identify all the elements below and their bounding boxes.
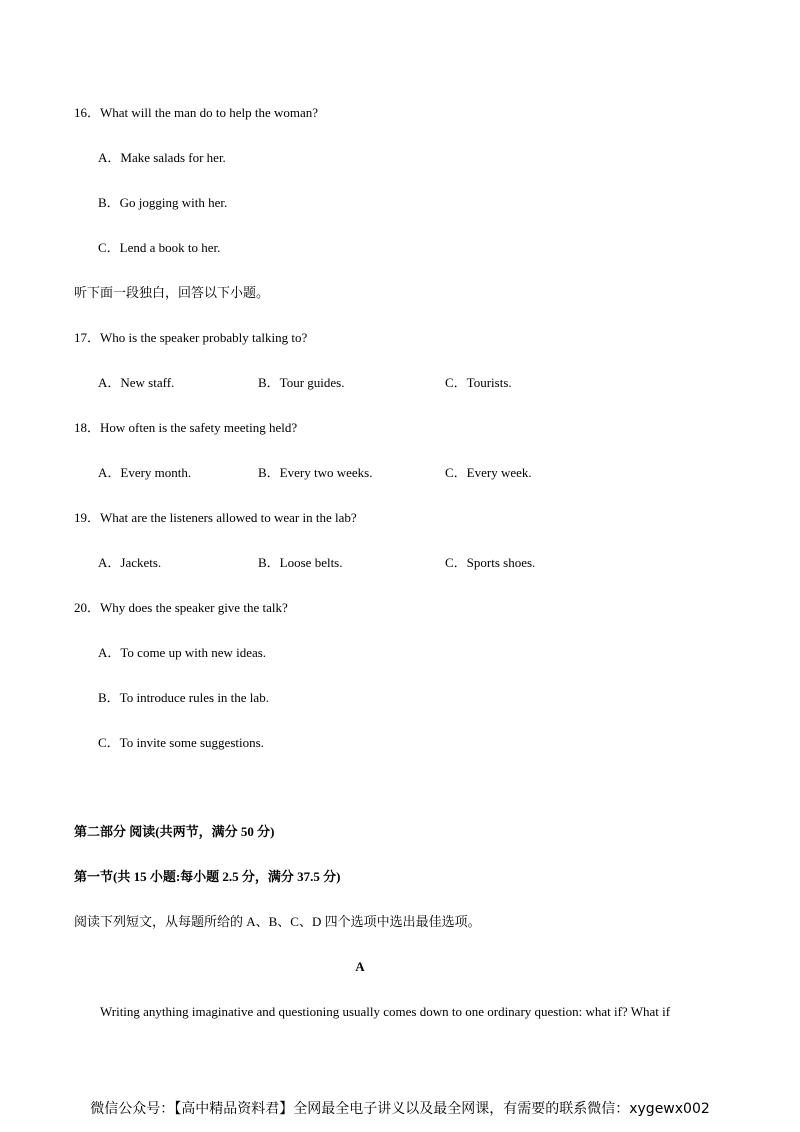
option-16-a xyxy=(98,150,226,166)
option-16-b xyxy=(98,195,227,211)
section1-heading: 第一节(共 15 小题:每小题 2.5 分，满分 37.5 分) xyxy=(74,869,341,884)
option-text: To introduce rules in the lab. xyxy=(119,690,269,705)
option-16-c xyxy=(98,240,220,256)
option-label: C． xyxy=(445,375,467,390)
option-17-c xyxy=(445,375,512,391)
question-18 xyxy=(74,420,297,436)
option-label: A． xyxy=(98,375,121,390)
option-19-b xyxy=(258,555,343,571)
option-label: B． xyxy=(98,690,120,705)
option-label: A． xyxy=(98,150,121,165)
option-text: To come up with new ideas. xyxy=(120,645,267,660)
question-text: What are the listeners allowed to wear in the lab? xyxy=(100,510,357,525)
option-text: Jackets. xyxy=(120,555,162,570)
option-19-a xyxy=(98,555,161,571)
option-text: Loose belts. xyxy=(279,555,343,570)
option-19-c xyxy=(445,555,535,571)
option-text: To invite some suggestions. xyxy=(119,735,264,750)
option-text: New staff. xyxy=(120,375,175,390)
question-number: 19． xyxy=(74,510,101,525)
option-20-a xyxy=(98,645,266,661)
footer-notice: 微信公众号：【高中精品资料君】全网最全电子讲义以及最全网课，有需要的联系微信：xygewx002 xyxy=(90,1101,710,1117)
option-18-b xyxy=(258,465,372,481)
option-18-c xyxy=(445,465,532,481)
option-18-a xyxy=(98,465,191,481)
option-label: A． xyxy=(98,645,121,660)
option-label: C． xyxy=(98,735,120,750)
part2-heading: 第二部分 阅读(共两节，满分 50 分) xyxy=(74,824,275,839)
option-17-a xyxy=(98,375,174,391)
passage-label: A xyxy=(355,959,365,974)
option-label: A． xyxy=(98,555,121,570)
question-20 xyxy=(74,600,288,616)
option-text: Go jogging with her. xyxy=(119,195,228,210)
question-19 xyxy=(74,510,357,526)
passage-text: Writing anything imaginative and questioning usually comes down to one ordinary question: what if? What if xyxy=(100,1004,671,1019)
question-number: 16． xyxy=(74,105,101,120)
option-20-b xyxy=(98,690,269,706)
option-text: Sports shoes. xyxy=(466,555,536,570)
option-text: Every month. xyxy=(120,465,192,480)
option-20-c xyxy=(98,735,264,751)
option-label: B． xyxy=(258,375,280,390)
question-text: Who is the speaker probably talking to? xyxy=(100,330,308,345)
option-text: Tourists. xyxy=(466,375,512,390)
option-text: Tour guides. xyxy=(279,375,345,390)
option-label: C． xyxy=(98,240,120,255)
option-label: A． xyxy=(98,465,121,480)
monologue-instruction: 听下面一段独白，回答以下小题。 xyxy=(74,285,270,300)
question-number: 20． xyxy=(74,600,101,615)
reading-instruction: 阅读下列短文，从每题所给的 A、B、C、D 四个选项中选出最佳选项。 xyxy=(74,914,481,929)
option-label: C． xyxy=(445,465,467,480)
question-number: 18． xyxy=(74,420,101,435)
question-text: What will the man do to help the woman? xyxy=(100,105,319,120)
question-text: How often is the safety meeting held? xyxy=(100,420,298,435)
option-text: Every week. xyxy=(466,465,532,480)
option-label: B． xyxy=(258,555,280,570)
option-text: Make salads for her. xyxy=(120,150,226,165)
option-17-b xyxy=(258,375,344,391)
option-label: C． xyxy=(445,555,467,570)
question-number: 17． xyxy=(74,330,101,345)
option-label: B． xyxy=(98,195,120,210)
option-text: Lend a book to her. xyxy=(119,240,221,255)
option-label: B． xyxy=(258,465,280,480)
option-text: Every two weeks. xyxy=(279,465,373,480)
question-text: Why does the speaker give the talk? xyxy=(100,600,288,615)
question-16 xyxy=(74,105,318,121)
question-17 xyxy=(74,330,307,346)
